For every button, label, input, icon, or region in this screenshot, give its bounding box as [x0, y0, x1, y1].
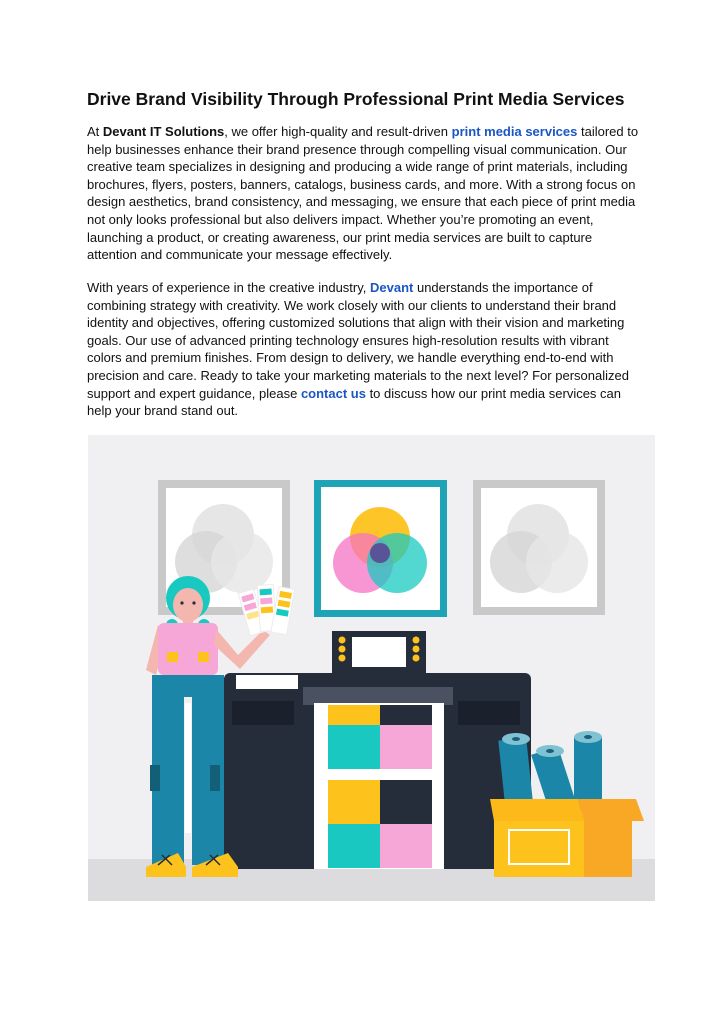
cmyk-circles-icon [314, 480, 447, 617]
experience-paragraph [87, 279, 643, 420]
print-media-illustration [88, 435, 655, 901]
text-run: understands the importance of combining strategy with creativity. We work closely with our clients to understand their brand identity and objectives, offering customized solutions that align with their vision and marketing goals. Our use of advanced printing technology ensures high-resolution results with vibrant colors and premium finishes. From design to delivery, we handle everything end-to-end with precision and care. Ready to take your marketing materials to the next level? For personalized support and expert guidance, please [87, 280, 629, 401]
company-name: Devant IT Solutions [102, 124, 225, 139]
contact-us-link[interactable]: contact us [300, 385, 366, 401]
text-run: tailored to help businesses enhance their brand presence through compelling visual communication. Our creative team specializes in designing and producing a wide range of print materials, including brochures, flyers, posters, banners, catalogs, business cards, and more. With a strong focus on design aesthetics, brand consistency, and messaging, we ensure that each piece of print media not only looks professional but also delivers impact. Whether you’re promoting an event, launching a product, or creating awareness, our print media services are built to capture attention and communicate your message effectively. [87, 124, 639, 263]
cardboard-box-icon [490, 799, 644, 877]
picture-frame-icon [473, 480, 605, 615]
devant-link[interactable]: Devant [370, 280, 414, 295]
text-run: , we offer high-quality and result-driven [224, 124, 452, 139]
text-run: to discuss how our print media services can help your brand stand out. [87, 385, 622, 419]
text-run: With years of experience in the creative industry, [87, 280, 370, 295]
text-run: At [87, 124, 103, 139]
page-title: Drive Brand Visibility Through Professional Print Media Services [87, 89, 625, 109]
intro-paragraph [87, 123, 643, 264]
print-media-services-link[interactable]: print media services [451, 124, 578, 139]
